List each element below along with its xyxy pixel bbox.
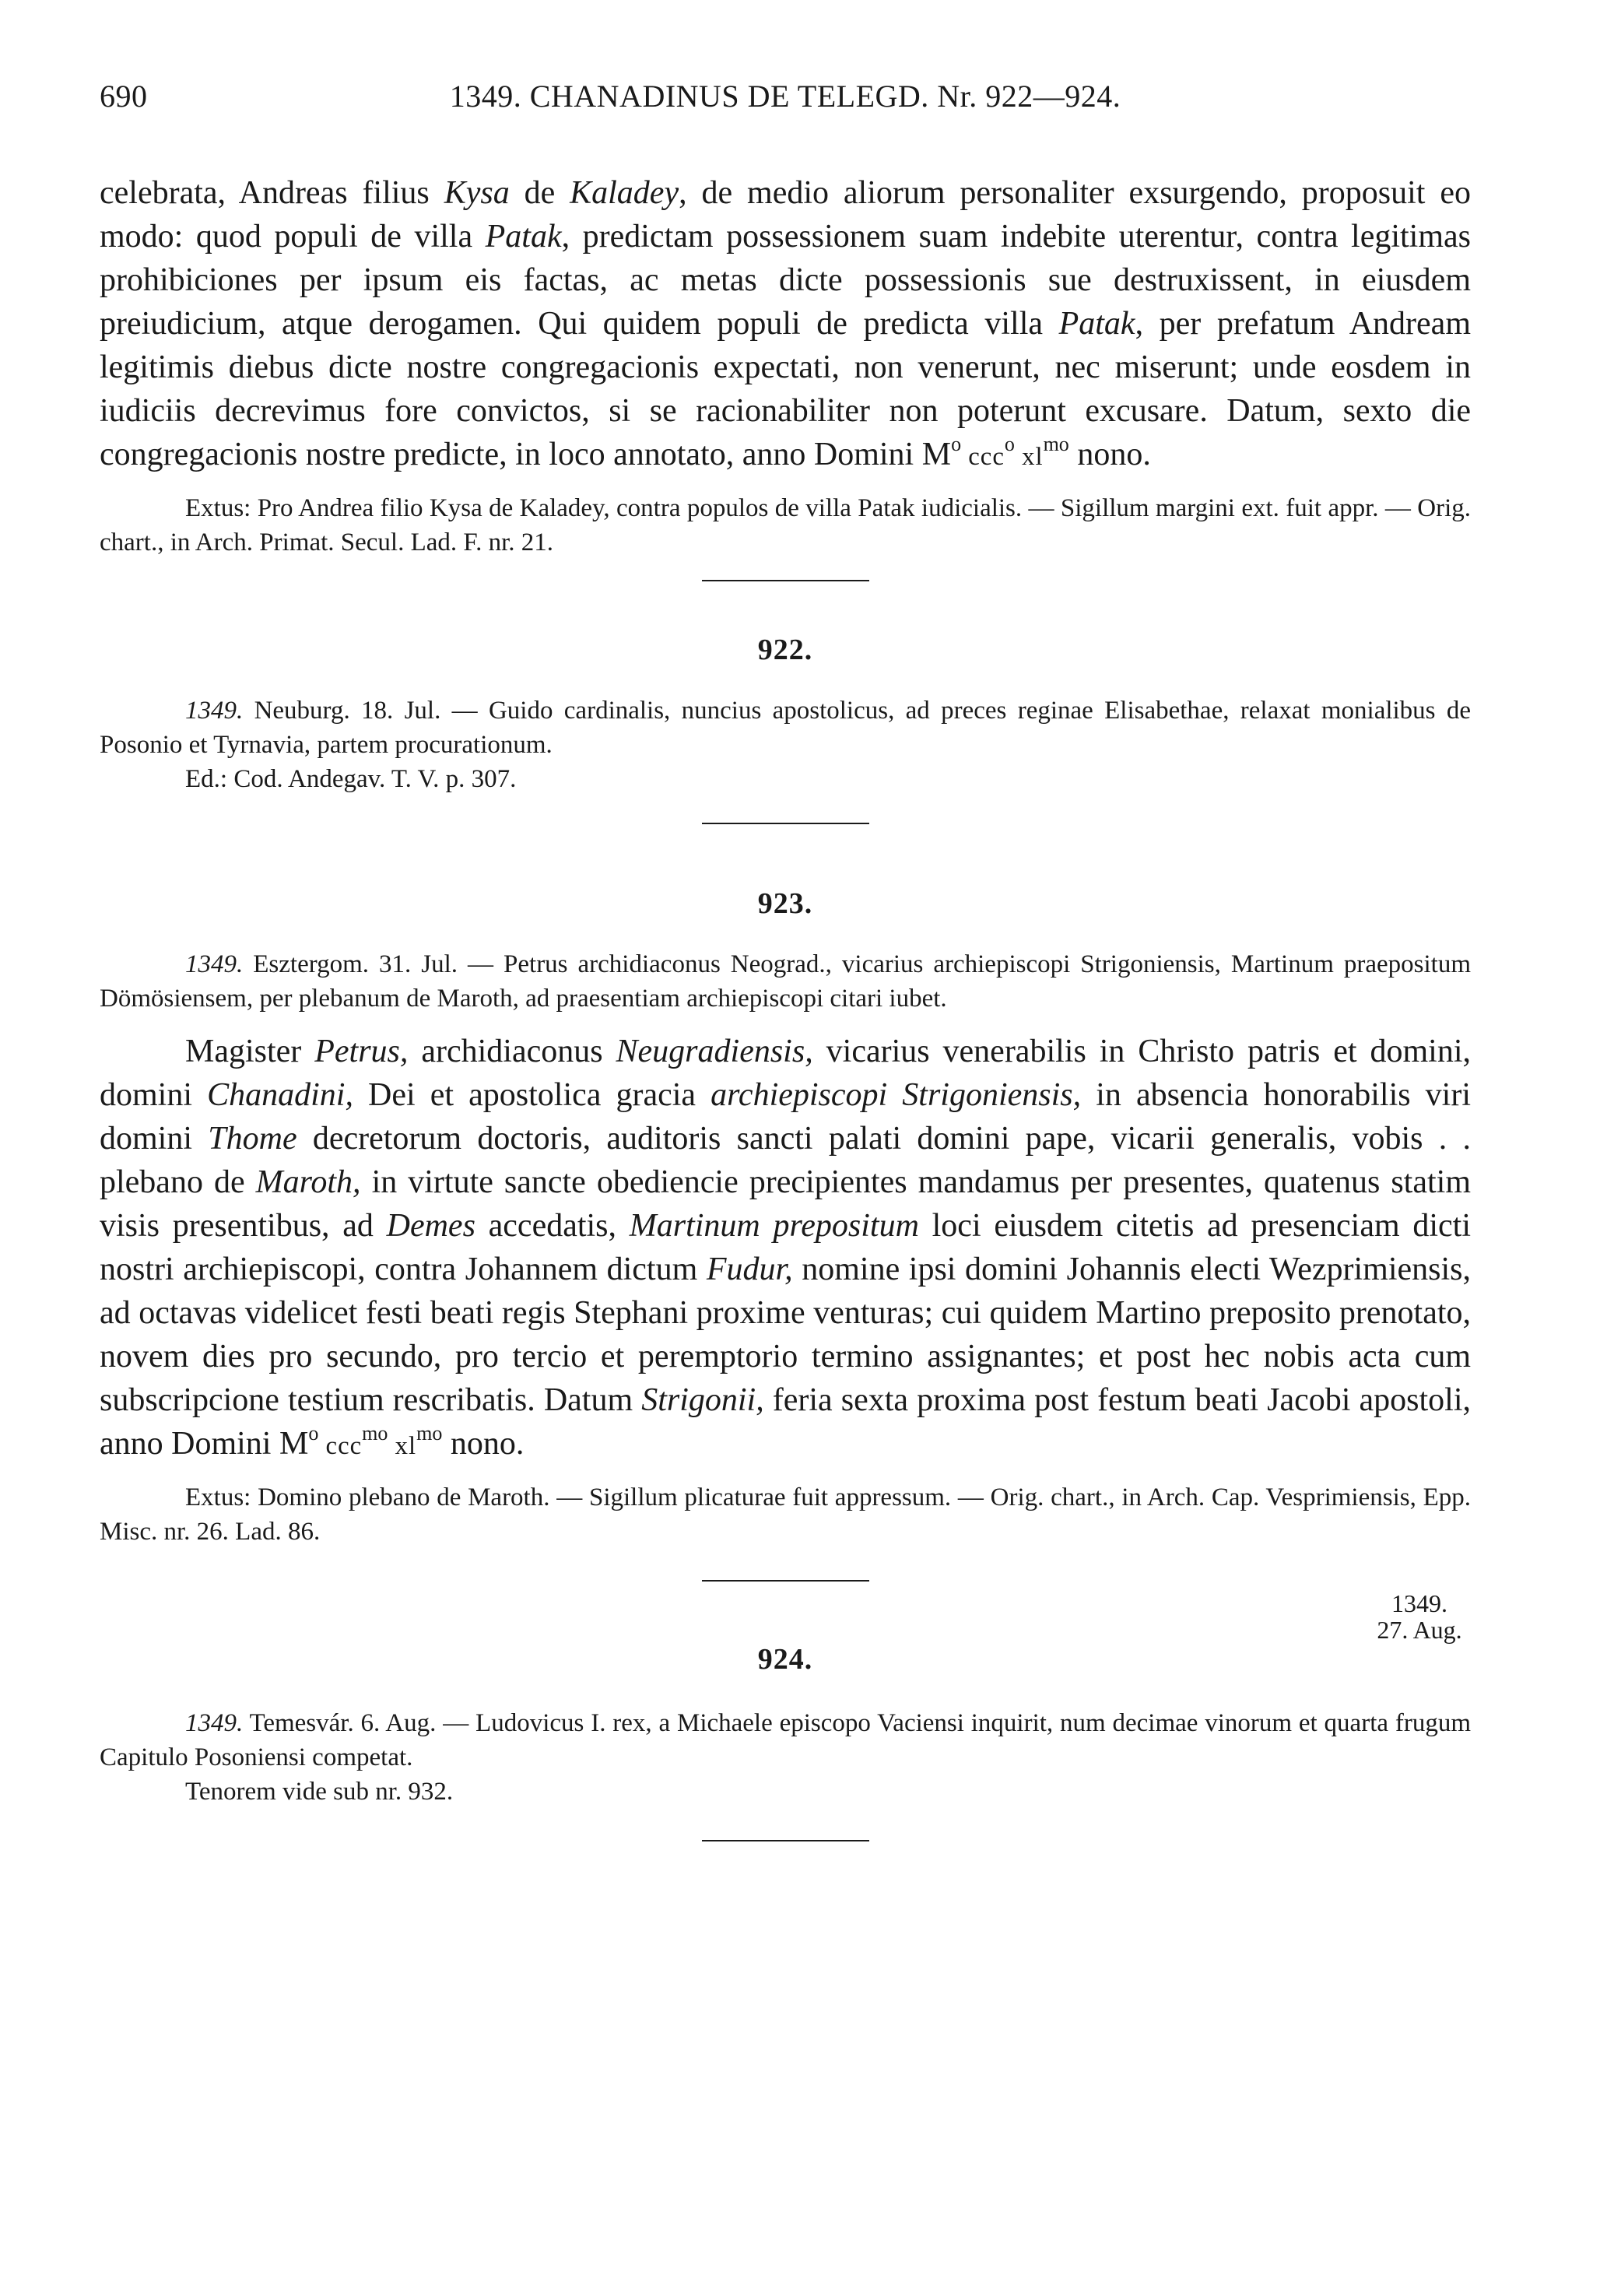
entry-924-number: 924.	[757, 1643, 813, 1676]
place-name: Patak	[485, 219, 562, 255]
entry-922-edition: Ed.: Cod. Andegav. T. V. p. 307.	[185, 765, 517, 793]
entry-921-text: celebrata, Andreas filius Kysa de Kaladey, de medio aliorum personaliter exsurgendo, proposuit eo modo: quod populi de villa Patak, predictam possessionem suam indebite uterentur, contra legitimas prohibiciones per ipsum eis factas, ac metas dicte possessionis sue destruxissent, in eiusdem preiudicium, atque derogamen. Qui quidem populi de predicta villa Patak, per prefatum Andream legitimis diebus dicte nostre congregacionis expectati, non venerunt, nec miserunt; unde eosdem in iudiciis decrevimus fore convictos, si se racionabiliter non poterunt excusare. Datum, sexto die congregacionis nostre predicte, in loco annotato, anno Domini $M^o$ ccc$^o$ $xl^{mo}$ nono.	[100, 175, 1472, 472]
entry-922-number: 922.	[757, 634, 813, 666]
entry-923-number: 923.	[757, 887, 813, 920]
separator-rule	[702, 580, 869, 581]
entry-924-reference: Tenorem vide sub nr. 932.	[185, 1778, 454, 1806]
entry-date: 1349.	[185, 697, 244, 725]
person-name: Kysa	[444, 175, 510, 211]
separator-rule	[702, 1840, 869, 1841]
margin-date	[1365, 1590, 1474, 1643]
page-number: 690	[100, 79, 148, 114]
place-name: Patak	[1058, 306, 1135, 342]
margin-date-year: 1349.	[1391, 1589, 1447, 1617]
page	[100, 78, 1471, 1841]
separator-rule	[702, 823, 869, 824]
entry-923-text	[100, 1030, 1471, 1468]
running-title: 1349. CHANADINUS DE TELEGD. Nr. 922—924.	[449, 79, 1121, 114]
separator-rule	[702, 1580, 869, 1582]
entry-date: 1349.	[185, 1709, 244, 1737]
place-name: Kaladey	[570, 175, 679, 211]
margin-date-day: 27. Aug.	[1377, 1616, 1462, 1644]
entry-923-note: Extus: Domino plebano de Maroth. — Sigillum plicaturae fuit appressum. — Orig. chart., in Arch. Cap. Vesprimiensis, Epp. Misc. nr. 26. Lad. 86.	[100, 1483, 1471, 1546]
running-head	[100, 78, 1471, 125]
entry-923-paragraph: Magister Petrus, archidiaconus Neugradiensis, vicarius venerabilis in Christo patris et domini, domini Chanadini, Dei et apostolica gracia archiepiscopi Strigoniensis, in absencia honorabilis viri domini Thome decretorum doctoris, auditoris sancti palati domini pape, vicarii generalis, vobis . . plebano de Maroth, in virtute sancte obediencie precipientes mandamus per presentes, quatenus statim visis presentibus, ad Demes accedatis, Martinum prepositum loci eiusdem citetis ad presenciam dicti nostri archiepiscopi, contra Johannem dictum Fudur, nomine ipsi domini Johannis electi Wezprimiensis, ad octavas videlicet festi beati regis Stephani proxime venturas; cui quidem Martino preposito prenotato, novem dies pro secundo, pro tercio et peremptorio termino assignantes; et post hec nobis acta cum subscripcione testium rescribatis. Datum Strigonii, feria sexta proxima post festum beati Jacobi apostoli, anno Domini $M^o$ ccc$^{mo}$ $xl^{mo}$ nono.	[100, 1034, 1472, 1462]
entry-923-regest: 1349. Esztergom. 31. Jul. — Petrus archidiaconus Neograd., vicarius archiepiscopi Strigoniensis, Martinum praepositum Dömösiensem, per plebanum de Maroth, ad praesentiam archiepiscopi citari iubet.	[100, 950, 1471, 1013]
entry-921-note: Extus: Pro Andrea filio Kysa de Kaladey, contra populos de villa Patak iudicialis. — Sigillum margini ext. fuit appr. — Orig. chart., in Arch. Primat. Secul. Lad. F. nr. 21.	[100, 494, 1471, 556]
entry-date: 1349.	[185, 950, 244, 978]
entry-922-regest: 1349. Neuburg. 18. Jul. — Guido cardinalis, nuncius apostolicus, ad preces reginae Elisabethae, relaxat monialibus de Posonio et Tyrnavia, partem procurationum.	[100, 697, 1471, 759]
entry-924-regest: 1349. Temesvár. 6. Aug. — Ludovicus I. rex, a Michaele episcopo Vaciensi inquirit, num decimae vinorum et quarta frugum Capitulo Posoniensi competat.	[100, 1709, 1471, 1771]
